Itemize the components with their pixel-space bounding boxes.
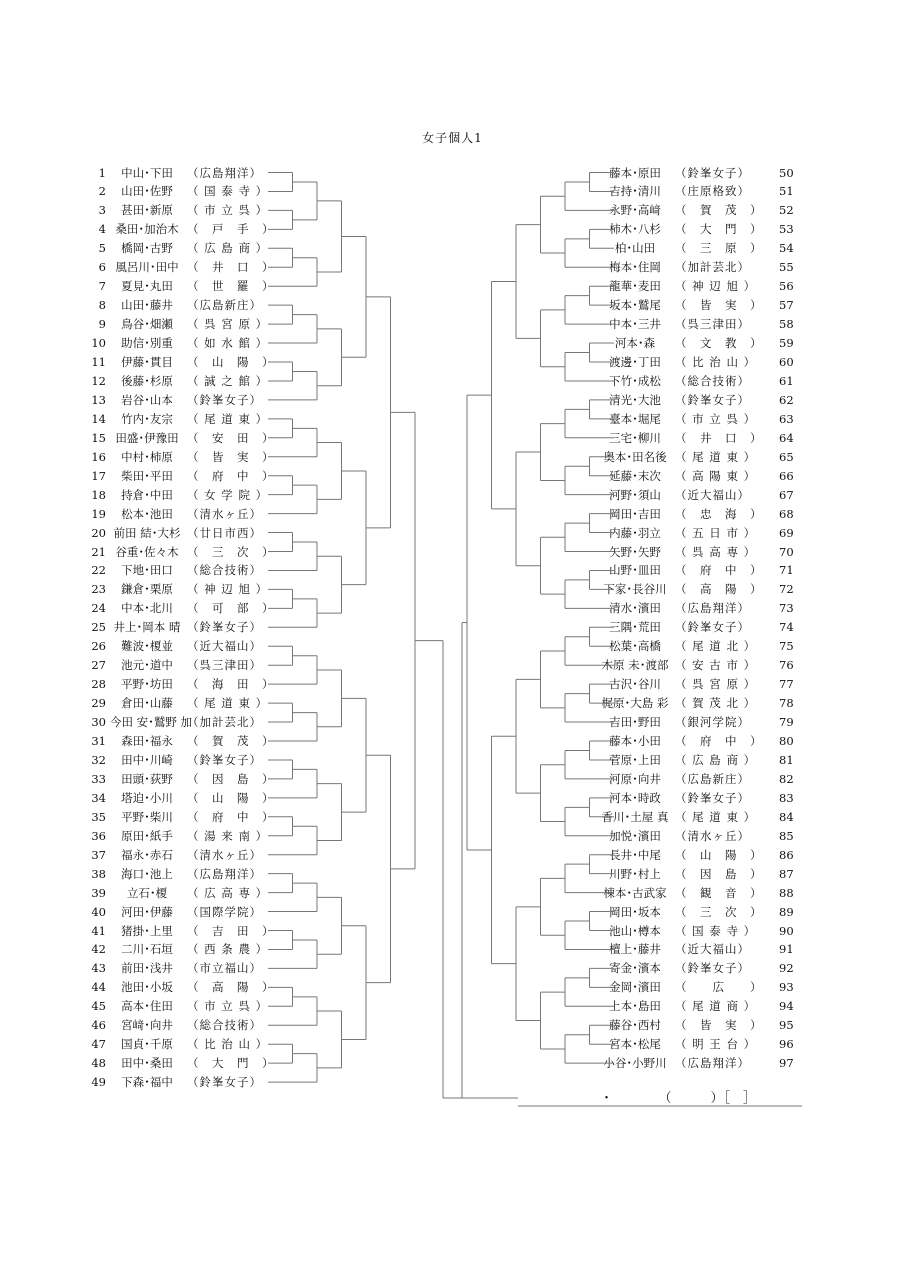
school-name: （ 誠 之 館 ） (187, 373, 269, 388)
school-name: （ 安 田 ） (187, 430, 275, 445)
entry-number: 75 (779, 639, 794, 654)
player-names: 三隅･荒田 (609, 620, 661, 635)
entry-number: 7 (98, 279, 106, 294)
entry-number: 76 (779, 658, 794, 673)
school-name: （ 広 島 商 ） (187, 241, 269, 256)
player-names: 奥本･田名後 (603, 449, 667, 464)
player-names: 川野･村上 (609, 866, 661, 881)
entry-number: 86 (779, 847, 794, 862)
entry-number: 52 (779, 203, 794, 218)
player-names: 持倉･中田 (121, 487, 173, 502)
school-name: （鈴峯女子） (675, 392, 750, 407)
school-name: （広島翔洋） (187, 866, 262, 881)
school-name: （近大福山） (675, 487, 750, 502)
school-name: （広島翔洋） (675, 601, 750, 616)
school-name: （ 湯 来 南 ） (187, 828, 269, 843)
entry-number: 13 (91, 392, 106, 407)
player-names: 山田･佐野 (121, 184, 173, 199)
school-name: （ 尾 道 北 ） (675, 639, 757, 654)
school-name: （ 西 条 農 ） (187, 942, 269, 957)
player-names: 下竹･成松 (609, 373, 661, 388)
player-names: 山田･藤井 (121, 298, 173, 313)
school-name: （広島翔洋） (675, 1056, 750, 1071)
player-names: 二川･石垣 (121, 942, 173, 957)
entry-number: 68 (779, 506, 794, 521)
entry-number: 69 (779, 525, 794, 540)
entry-number: 36 (91, 828, 106, 843)
school-name: （総合技術） (187, 1018, 262, 1033)
player-names: 橋岡･古野 (121, 241, 173, 256)
school-name: （ 府 中 ） (187, 809, 275, 824)
player-names: 金岡･濱田 (609, 980, 661, 995)
school-name: （ 三 次 ） (675, 904, 763, 919)
school-name: （ 賀 茂 ） (187, 734, 275, 748)
entry-number: 44 (91, 980, 106, 995)
school-name: （国際学院） (187, 904, 262, 919)
player-names: 上本･島田 (609, 999, 661, 1014)
entry-number: 96 (779, 1037, 794, 1052)
school-name: （ 呉 宮 原 ） (675, 677, 757, 692)
entry-number: 6 (98, 260, 106, 275)
player-names: 中本･北川 (121, 601, 173, 616)
entry-number: 23 (91, 582, 106, 597)
player-names: 平野･柴川 (121, 809, 173, 824)
player-names: 河田･伊藤 (121, 904, 173, 919)
entry-number: 47 (91, 1037, 106, 1052)
player-names: 中村･柿原 (121, 449, 173, 464)
player-names: 高本･住田 (121, 999, 173, 1014)
player-names: 宮本･松尾 (609, 1037, 661, 1052)
school-name: （ 安 古 市 ） (675, 658, 757, 673)
school-name: （ 観 音 ） (675, 885, 763, 900)
entry-number: 95 (779, 1018, 794, 1033)
player-names: 平野･坊田 (121, 677, 173, 692)
school-name: （ 五 日 市 ） (675, 525, 757, 540)
entry-number: 56 (779, 279, 794, 294)
school-name: （ 戸 手 ） (187, 222, 275, 237)
player-names: 国貞･千原 (121, 1037, 173, 1052)
school-name: （ 尾 道 東 ） (187, 696, 269, 711)
player-names: 清水･濱田 (609, 601, 661, 616)
player-names: 吉田･野田 (609, 715, 661, 730)
player-names: 梶原･大島 彩 (601, 696, 669, 711)
school-name: （ 海 田 ） (187, 677, 275, 692)
school-name: （ 井 口 ） (675, 430, 763, 445)
player-names: 松本･池田 (121, 506, 173, 521)
school-name: （ 広 島 商 ） (675, 752, 757, 767)
school-name: （ 皆 実 ） (675, 1018, 763, 1033)
school-name: （ 賀 茂 北 ） (675, 696, 757, 711)
player-names: 甚田･新原 (121, 203, 173, 218)
entry-number: 63 (779, 411, 794, 426)
player-names: 永野･高﨑 (609, 203, 661, 218)
school-name: （鈴峯女子） (675, 165, 750, 180)
school-name: （鈴峯女子） (187, 392, 262, 407)
entry-number: 93 (779, 980, 794, 995)
player-names: 三宅･柳川 (609, 430, 661, 445)
school-name: （ 皆 実 ） (187, 449, 275, 464)
player-names: 内藤･羽立 (609, 525, 661, 540)
player-names: 矢野･矢野 (609, 544, 661, 559)
entry-number: 11 (91, 355, 106, 369)
entry-number: 48 (91, 1056, 106, 1071)
player-names: 鳥谷･畑瀬 (121, 317, 173, 332)
school-name: （加計芸北） (675, 260, 750, 275)
entry-number: 89 (779, 904, 794, 919)
entry-number: 73 (779, 601, 794, 616)
school-name: （ 大 門 ） (675, 222, 763, 237)
player-names: 前田･浅井 (121, 961, 173, 976)
player-names: 田中･桑田 (121, 1056, 173, 1071)
school-name: （廿日市西） (187, 525, 262, 540)
school-name: （ 府 中 ） (187, 468, 275, 483)
school-name: （ 高 陽 ） (675, 582, 763, 597)
school-name: （ 広 高 専 ） (187, 885, 269, 900)
player-names: 難波･榎並 (121, 639, 173, 654)
entry-number: 18 (91, 487, 106, 502)
player-names: 河野･須山 (609, 487, 661, 502)
school-name: （ 文 教 ） (675, 336, 763, 351)
entry-number: 34 (91, 790, 106, 805)
player-names: 海口･池上 (121, 866, 173, 881)
player-names: 古沢･谷川 (609, 677, 661, 692)
school-name: （ 呉 高 専 ） (675, 544, 757, 559)
player-names: 柿木･八杉 (609, 222, 661, 237)
entry-number: 49 (91, 1075, 106, 1090)
school-name: （清水ヶ丘） (187, 506, 262, 521)
school-name: （ 国 泰 寺 ） (187, 184, 269, 199)
player-names: 谷重･佐々木 (115, 544, 179, 559)
entry-number: 40 (91, 904, 106, 919)
school-name: （ 明 王 台 ） (675, 1037, 757, 1052)
entry-number: 72 (779, 582, 794, 597)
entry-number: 87 (779, 866, 794, 881)
entry-number: 26 (91, 639, 106, 654)
school-name: （広島新庄） (187, 298, 262, 313)
entry-number: 83 (779, 790, 794, 805)
player-names: 龍華･麦田 (609, 279, 661, 294)
entry-number: 32 (91, 752, 106, 767)
player-names: 鎌倉･栗原 (121, 582, 173, 597)
entry-number: 14 (91, 411, 106, 426)
entry-number: 79 (779, 715, 794, 730)
school-name: （ 呉 宮 原 ） (187, 317, 269, 332)
player-names: 檀上･藤井 (609, 942, 661, 957)
player-names: 風呂川･田中 (115, 260, 179, 275)
entry-number: 55 (779, 260, 794, 275)
entry-number: 12 (91, 373, 106, 388)
entry-number: 59 (779, 336, 794, 351)
school-name: （鈴峯女子） (187, 620, 262, 635)
school-name: （ 因 島 ） (187, 771, 275, 786)
entry-number: 43 (91, 961, 106, 976)
player-names: 塔迫･小川 (121, 790, 173, 805)
player-names: 藤本･原田 (609, 165, 661, 180)
entry-number: 50 (779, 165, 794, 180)
entry-number: 91 (779, 942, 794, 957)
school-name: （ 山 陽 ） (187, 790, 275, 805)
entry-number: 54 (779, 241, 794, 256)
player-names: 宮﨑･向井 (121, 1018, 173, 1033)
player-names: 河原･向井 (609, 771, 661, 786)
entry-number: 82 (779, 771, 794, 786)
player-names: 下家･長谷川 (603, 582, 667, 597)
school-name: （ 尾 道 東 ） (675, 809, 757, 824)
player-names: 梅本･住岡 (609, 260, 661, 275)
school-name: （総合技術） (675, 373, 750, 388)
entry-number: 25 (91, 620, 106, 635)
school-name: （ 神 辺 旭 ） (187, 582, 269, 597)
entry-number: 81 (779, 752, 794, 767)
school-name: （ 比 治 山 ） (187, 1037, 269, 1052)
school-name: （ 因 島 ） (675, 866, 763, 881)
player-names: 桑田･加治木 (115, 222, 179, 237)
school-name: （呉三津田） (187, 658, 262, 673)
player-names: 池元･道中 (121, 658, 173, 673)
entry-number: 74 (779, 620, 794, 635)
entry-number: 71 (779, 563, 794, 578)
entry-number: 61 (779, 373, 794, 388)
player-names: 柏･山田 (614, 241, 656, 256)
school-name: （ 山 陽 ） (187, 355, 275, 369)
entry-number: 42 (91, 942, 106, 957)
player-names: 臺本･堀尾 (609, 411, 661, 426)
player-names: 木原 未･渡部 (601, 658, 669, 673)
entry-number: 58 (779, 317, 794, 332)
player-names: 岡田･吉田 (609, 506, 661, 521)
school-name: （ 山 陽 ） (675, 847, 763, 862)
entry-number: 5 (98, 241, 106, 256)
school-name: （清水ヶ丘） (675, 828, 750, 843)
entry-number: 33 (91, 771, 106, 786)
player-names: 前田 結･大杉 (113, 525, 181, 540)
player-names: 河本･森 (614, 336, 656, 351)
player-names: 池山･樽本 (609, 923, 661, 938)
entry-number: 60 (779, 355, 794, 369)
entry-number: 2 (98, 184, 106, 199)
school-name: （ 市 立 呉 ） (675, 411, 757, 426)
school-name: （広島翔洋） (187, 165, 262, 180)
player-names: 伊藤･貫目 (121, 355, 173, 369)
entry-number: 94 (779, 999, 794, 1014)
entry-number: 84 (779, 809, 794, 824)
player-names: 中本･三井 (609, 317, 661, 332)
school-name: （ 大 門 ） (187, 1056, 275, 1071)
school-name: （ 市 立 呉 ） (187, 203, 269, 218)
player-names: 田盛･伊豫田 (115, 430, 179, 445)
school-name: （ 三 次 ） (187, 544, 275, 559)
player-names: 福永･赤石 (121, 847, 173, 862)
player-names: 菅原･上田 (609, 752, 661, 767)
school-name: （ 世 羅 ） (187, 279, 275, 294)
player-names: 田中･川崎 (121, 752, 173, 767)
school-name: （ 比 治 山 ） (675, 355, 757, 369)
school-name: （ 可 部 ） (187, 601, 275, 616)
player-names: 原田･紙手 (121, 828, 173, 843)
school-name: （市立福山） (187, 961, 262, 976)
player-names: 池田･小坂 (121, 980, 173, 995)
player-names: 立石･榎 (126, 885, 168, 900)
entry-number: 88 (779, 885, 794, 900)
school-name: （ 吉 田 ） (187, 923, 275, 938)
school-name: （ 三 原 ） (675, 241, 763, 256)
entry-number: 27 (91, 658, 106, 673)
school-name: （鈴峯女子） (187, 752, 262, 767)
school-name: （鈴峯女子） (675, 961, 750, 976)
player-names: 森田･福永 (121, 734, 173, 748)
entry-number: 51 (779, 184, 794, 199)
school-name: （加計芸北） (187, 715, 262, 730)
school-name: （ 女 学 院 ） (187, 487, 269, 502)
entry-number: 92 (779, 961, 794, 976)
player-names: 寄金･濱本 (609, 961, 661, 976)
entry-number: 46 (91, 1018, 106, 1033)
school-name: （ 井 口 ） (187, 260, 275, 275)
school-name: （総合技術） (187, 563, 262, 578)
entry-number: 19 (91, 506, 106, 521)
entry-number: 53 (779, 222, 794, 237)
player-names: 河本･時政 (609, 790, 661, 805)
school-name: （鈴峯女子） (675, 620, 750, 635)
school-name: （近大福山） (187, 639, 262, 654)
entry-number: 80 (779, 734, 794, 748)
school-name: （ 国 泰 寺 ） (675, 923, 757, 938)
player-names: 山野･皿田 (609, 563, 661, 578)
entry-number: 57 (779, 298, 794, 313)
entry-number: 3 (98, 203, 106, 218)
school-name: （ 尾 道 東 ） (187, 411, 269, 426)
player-names: 下森･福中 (121, 1075, 173, 1090)
school-name: （ 府 中 ） (675, 734, 763, 748)
entry-number: 97 (779, 1056, 794, 1071)
entry-number: 77 (779, 677, 794, 692)
school-name: （ 如 水 館 ） (187, 336, 269, 351)
school-name: （ 皆 実 ） (675, 298, 763, 313)
player-names: 下地･田口 (121, 563, 173, 578)
player-names: 岡田･坂本 (609, 904, 661, 919)
school-name: （清水ヶ丘） (187, 847, 262, 862)
player-names: 香川･土屋 真 (601, 809, 669, 824)
player-names: 倉田･山藤 (121, 696, 173, 711)
player-names: 長井･中尾 (609, 847, 661, 862)
winner-result-line: ・ （ ）［ ］ (600, 1091, 757, 1106)
entry-number: 29 (91, 696, 106, 711)
school-name: （ 尾 道 東 ） (675, 449, 757, 464)
entry-number: 90 (779, 923, 794, 938)
player-names: 松葉･高橋 (609, 639, 661, 654)
player-names: 猪掛･上里 (121, 923, 173, 938)
school-name: （広島新庄） (675, 771, 750, 786)
school-name: （近大福山） (675, 942, 750, 957)
entry-number: 22 (91, 563, 106, 578)
player-names: 竹内･友宗 (121, 411, 173, 426)
entry-number: 28 (91, 677, 106, 692)
school-name: （ 広 ） (675, 980, 763, 995)
player-names: 中山･下田 (121, 165, 173, 180)
entry-number: 45 (91, 999, 106, 1014)
player-names: 井上･岡本 晴 (113, 620, 181, 635)
entry-number: 30 (91, 715, 106, 730)
entry-number: 64 (779, 430, 794, 445)
school-name: （ 高 陽 ） (187, 980, 275, 995)
school-name: （ 賀 茂 ） (675, 203, 763, 218)
player-names: 今田 安･鷲野 加 (110, 715, 193, 730)
player-names: 吉持･清川 (609, 184, 661, 199)
entry-number: 67 (779, 487, 794, 502)
player-names: 藤本･小田 (609, 734, 661, 748)
entry-number: 37 (91, 847, 106, 862)
entry-number: 66 (779, 468, 794, 483)
entry-number: 20 (91, 525, 106, 540)
school-name: （庄原格致） (675, 184, 750, 199)
player-names: 田頭･荻野 (121, 771, 173, 786)
entry-number: 17 (91, 468, 106, 483)
entry-number: 15 (91, 430, 106, 445)
player-names: 棟本･古武家 (603, 885, 667, 900)
entry-number: 35 (91, 809, 106, 824)
school-name: （ 府 中 ） (675, 563, 763, 578)
player-names: 藤谷･西村 (609, 1018, 661, 1033)
player-names: 岩谷･山本 (121, 392, 173, 407)
player-names: 加悦･濱田 (609, 828, 661, 843)
school-name: （ 市 立 呉 ） (187, 999, 269, 1014)
entry-number: 4 (98, 222, 106, 237)
entry-number: 62 (779, 392, 794, 407)
entry-number: 41 (91, 923, 106, 938)
school-name: （ 忠 海 ） (675, 506, 763, 521)
school-name: （ 神 辺 旭 ） (675, 279, 757, 294)
entry-number: 10 (91, 336, 106, 351)
player-names: 清光･大池 (609, 392, 661, 407)
player-names: 柴田･平田 (121, 468, 173, 483)
entry-number: 85 (779, 828, 794, 843)
entry-number: 65 (779, 449, 794, 464)
entry-number: 31 (91, 734, 106, 748)
entry-number: 38 (91, 866, 106, 881)
player-names: 夏見･丸田 (121, 279, 173, 294)
school-name: （呉三津田） (675, 317, 750, 332)
entry-number: 78 (779, 696, 794, 711)
school-name: （ 尾 道 商 ） (675, 999, 757, 1014)
player-names: 小谷･小野川 (603, 1056, 667, 1071)
school-name: （銀河学院） (675, 715, 750, 730)
player-names: 助信･別重 (121, 336, 173, 351)
school-name: （ 高 陽 東 ） (675, 468, 757, 483)
player-names: 渡邊･丁田 (609, 355, 661, 369)
entry-number: 1 (98, 165, 106, 180)
player-names: 後藤･杉原 (121, 373, 173, 388)
entry-number: 8 (98, 298, 106, 313)
entry-number: 39 (91, 885, 106, 900)
player-names: 坂本･鷲尾 (609, 298, 661, 313)
player-names: 延藤･末次 (609, 468, 661, 483)
entry-number: 24 (91, 601, 106, 616)
school-name: （鈴峯女子） (187, 1075, 262, 1090)
entry-number: 16 (91, 449, 106, 464)
school-name: （鈴峯女子） (675, 790, 750, 805)
page-title: 女子個人1 (422, 131, 483, 145)
entry-number: 70 (779, 544, 794, 559)
entry-number: 21 (91, 544, 106, 559)
entry-number: 9 (98, 317, 106, 332)
